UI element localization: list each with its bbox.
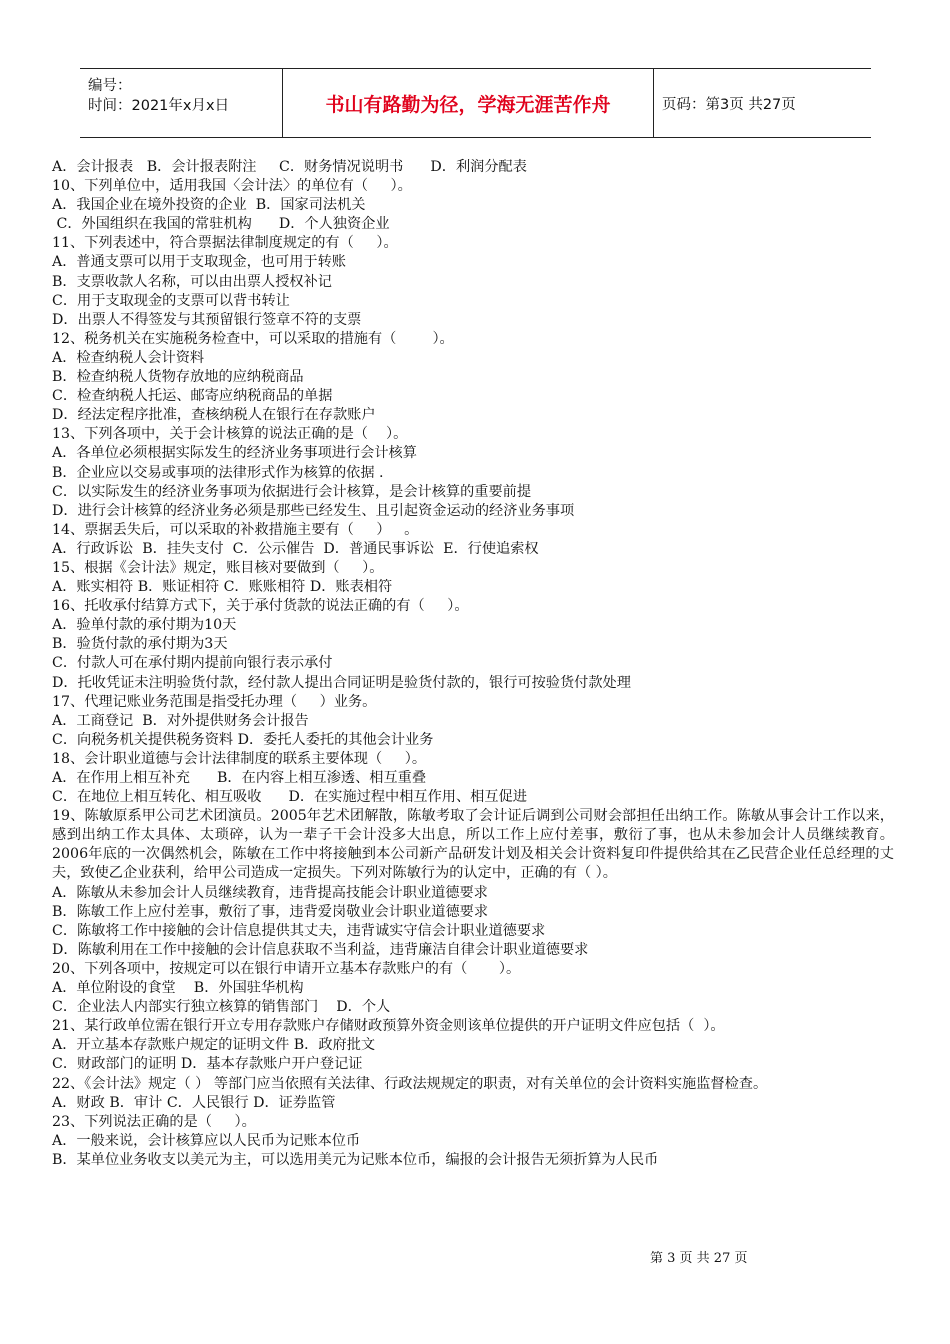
paragraph-question-22: 22、《会计法》规定（ ） 等部门应当依照有关法律、行政法规规定的职责，对有关单位的会计资料实施监督检查。 [52,1075,768,1092]
text-line: A．一般来说，会计核算应以人民币为记账本位币 [52,1132,361,1149]
text-line: A．行政诉讼 B．挂失支付 C．公示催告 D．普通民事诉讼 E．行使追索权 [52,540,539,557]
text-line: 12、税务机关在实施税务检查中，可以采取的措施有（ ）。 [52,330,454,347]
text-line: C．在地位上相互转化、相互吸收 D．在实施过程中相互作用、相互促进 [52,789,527,806]
text-line: D．进行会计核算的经济业务必须是那些已经发生、且引起资金运动的经济业务事项 [52,502,575,519]
question-block-2 [52,884,894,1075]
text-line: 10、下列单位中，适用我国〈会计法〉的单位有（ ）。 [52,178,412,195]
document-body [52,158,894,1170]
text-line: D．出票人不得签发与其预留银行签章不符的支票 [52,311,362,328]
text-line: A．验单付款的承付期为10天 [52,617,237,634]
question-block-3 [52,1094,894,1170]
text-line: 15、根据《会计法》规定，账目核对要做到（ ）。 [52,559,384,576]
text-line: B．验货付款的承付期为3天 [52,636,228,653]
text-line: A．会计报表 B．会计报表附注 C．财务情况说明书 D．利润分配表 [52,159,527,175]
text-line: 17、代理记账业务范围是指受托办理（ ）业务。 [52,693,377,710]
text-line: C．付款人可在承付期内提前向银行表示承付 [52,655,333,672]
text-line: B．企业应以交易或事项的法律形式作为核算的依据 . [52,464,384,481]
text-line: C．财政部门的证明 D．基本存款账户开户登记证 [52,1056,363,1073]
text-line: A．账实相符 B．账证相符 C．账账相符 D．账表相符 [52,579,393,596]
text-line: A．在作用上相互补充 B．在内容上相互渗透、相互重叠 [52,770,427,786]
text-line: B．支票收款人名称，可以由出票人授权补记 [52,273,332,290]
text-line: A．普通支票可以用于支取现金，也可用于转账 [52,254,346,271]
text-line: A．开立基本存款账户规定的证明文件 B．政府批文 [52,1037,376,1054]
text-line: 16、托收承付结算方式下，关于承付货款的说法正确的有（ ）。 [52,598,469,615]
paragraph-question-19: 19、陈敏原系甲公司艺术团演员。2005年艺术团解散，陈敏考取了会计证后调到公司财会部担任出纳工作。陈敏从事会计工作以来，感到出纳工作太具体、太琐碎，认为一辈子干会计没多大出息，所以工作上应付差事，敷衍了事，也从未参加会计人员继续教育。2006年底的一次偶然机会，陈敏在工作中将接触到本公司新产品研发计划及相关会计资料复印件提供给其在乙民营企业任总经理的丈夫，致使乙企业获利，给甲公司造成一定损失。下列对陈敏行为的认定中，正确的有（ ）。 [52,808,894,882]
text-line: C．企业法人内部实行独立核算的销售部门 D．个人 [52,999,391,1016]
text-line: 11、下列表述中，符合票据法律制度规定的有（ ）。 [52,235,398,252]
text-line: B．陈敏工作上应付差事，敷衍了事，违背爱岗敬业会计职业道德要求 [52,903,489,920]
text-line: 18、会计职业道德与会计法律制度的联系主要体现（ ）。 [52,750,427,767]
text-line: 23、下列说法正确的是（ ）。 [52,1113,256,1130]
header-motto: 书山有路勤为径，学海无涯苦作舟 [283,69,654,137]
text-line: C．用于支取现金的支票可以背书转让 [52,292,290,309]
text-line: A．单位附设的食堂 B．外国驻华机构 [52,980,304,997]
text-line: 21、某行政单位需在银行开立专用存款账户存储财政预算外资金则该单位提供的开户证明文件应包括（ ）。 [52,1018,725,1035]
text-line: A．陈敏从未参加会计人员继续教育，违背提高技能会计职业道德要求 [52,884,488,901]
text-line: D．陈敏利用在工作中接触的会计信息获取不当利益，违背廉洁自律会计职业道德要求 [52,941,589,958]
text-line: A．检查纳税人会计资料 [52,349,205,366]
text-line: C．检查纳税人托运、邮寄应纳税商品的单据 [52,388,333,405]
text-line: C．外国组织在我国的常驻机构 D．个人独资企业 [52,216,390,233]
page-header [80,68,871,138]
header-page-number: 页码：第3页 共27页 [662,96,796,113]
text-line: 14、票据丢失后，可以采取的补救措施主要有（ ） 。 [52,521,419,538]
text-line: B．某单位业务收支以美元为主，可以选用美元为记账本位币，编报的会计报告无须折算为人民币 [52,1151,659,1168]
text-line: D．托收凭证未注明验货付款，经付款人提出合同证明是验货付款的，银行可按验货付款处理 [52,674,631,691]
number-label: 编号： [88,78,132,94]
text-line: A．我国企业在境外投资的企业 B．国家司法机关 [52,197,366,214]
text-line: D．经法定程序批准，查核纳税人在银行在存款账户 [52,407,376,424]
page-footer: 第 3 页 共 27 页 [650,1251,748,1266]
time-label: 时间：2021年x月x日 [88,98,230,114]
text-line: A．财政 B．审计 C．人民银行 D．证券监管 [52,1094,336,1111]
text-line: C．陈敏将工作中接触的会计信息提供其丈夫，违背诚实守信会计职业道德要求 [52,922,546,939]
header-meta [80,69,283,137]
text-line: C．向税务机关提供税务资料 D．委托人委托的其他会计业务 [52,731,434,748]
text-line: B．检查纳税人货物存放地的应纳税商品 [52,369,304,386]
text-line: A．工商登记 B．对外提供财务会计报告 [52,712,309,729]
text-line: 20、下列各项中，按规定可以在银行申请开立基本存款账户的有（ ）。 [52,960,521,977]
question-block-1 [52,158,894,807]
text-line: C．以实际发生的经济业务事项为依据进行会计核算，是会计核算的重要前提 [52,483,532,500]
text-line: 13、下列各项中，关于会计核算的说法正确的是（ ）。 [52,426,408,443]
text-line: A．各单位必须根据实际发生的经济业务事项进行会计核算 [52,445,417,462]
